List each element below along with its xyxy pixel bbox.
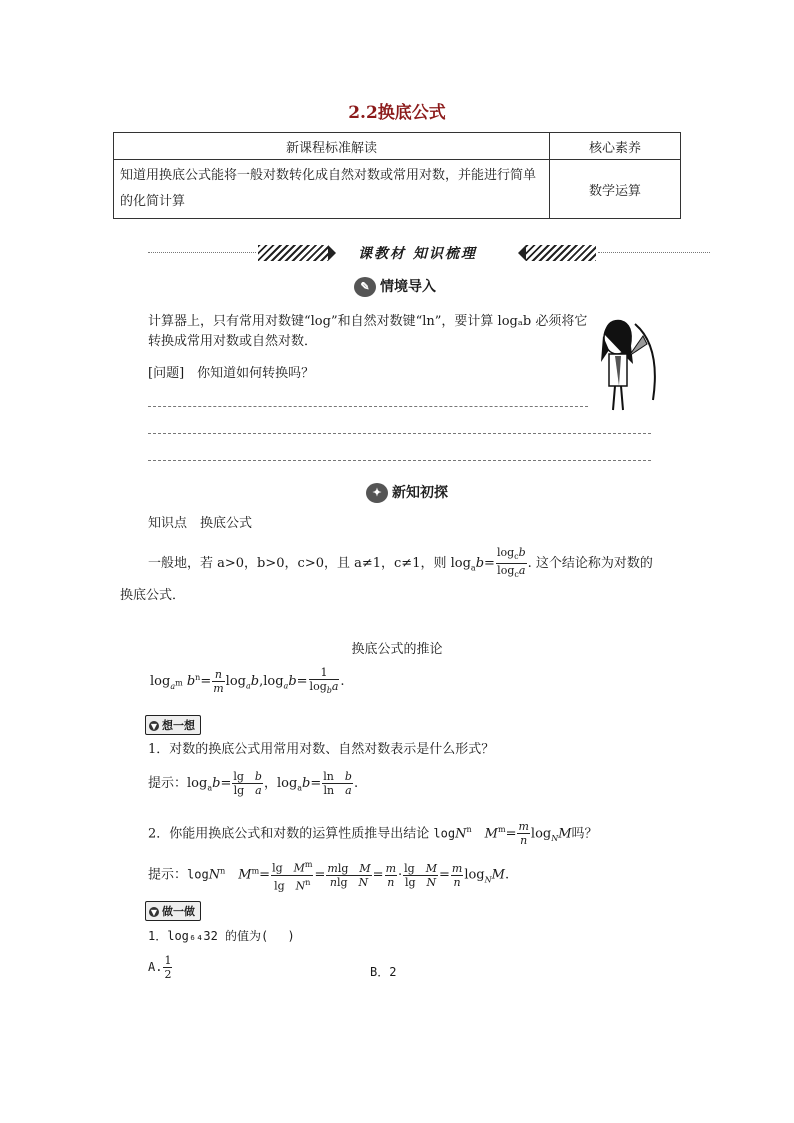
- situation-question: [148, 364, 314, 384]
- think-question-2-end: 吗？: [571, 826, 598, 842]
- change-of-base-statement: [148, 546, 688, 581]
- banner-title: 课教材 知识梳理: [358, 246, 477, 262]
- answer-line-2: [148, 433, 651, 434]
- do-question-1: 1．log₆₄32 的值为( ): [148, 929, 295, 943]
- arrow-left-icon: [518, 245, 526, 261]
- knowledge-title: 知识点 换底公式: [148, 516, 253, 531]
- arrow-right-icon: [328, 245, 336, 261]
- do-tag-text: 做一做: [162, 905, 195, 918]
- corollary-title: 换底公式的推论: [351, 642, 443, 657]
- banner-dashes-right: [598, 252, 710, 253]
- think-hint-1: 提示：$\log_ab=$ $\frac{\text{lg b}}{\text{lg a}}$ ，$\log_ab=$ $\frac{\text{ln b}}{\text{ln a}}$ .: [148, 770, 359, 797]
- arrow-down-icon: ▼: [150, 721, 158, 731]
- formula-main: $\log_ab=$ $\frac{\log_cb}{\log_ca}$: [450, 546, 526, 580]
- banner-stripe-right: [526, 245, 596, 261]
- situation-heading-text: 情境导入: [380, 279, 436, 295]
- think-question-2: 2．你能用换底公式和对数的运算性质推导出结论 logN$^n$ $M^m=$ $\frac{m}{n}$ $\log_NM$吗？: [148, 820, 598, 848]
- arrow-down-icon: ▼: [150, 907, 158, 917]
- answer-line-3: [148, 460, 651, 461]
- hint-label-1: 提示：: [148, 776, 188, 791]
- table-cell-standard: 知道用换底公式能将一般对数转化成自然对数或常用对数，并能进行简单的化简计算: [114, 160, 550, 219]
- corollary-formula: $\log_{a^m} b^n=$ $\frac{n}{m}$ $\log_ab,\log_ab=$ $\frac{1}{\log_ba}$ .: [150, 666, 345, 696]
- table-header-standard: 新课程标准解读: [114, 133, 550, 160]
- standards-table: [113, 132, 681, 219]
- situation-heading: [354, 276, 436, 298]
- option-b: B．2: [370, 965, 397, 979]
- statement-end: 换底公式．: [120, 588, 186, 603]
- table-cell-core: 数学运算: [550, 160, 681, 219]
- page-title: 2.2换底公式: [348, 103, 446, 123]
- banner-dashes-left: [148, 252, 256, 253]
- situation-paragraph: 计算器上，只有常用对数键“log”和自然对数键“ln”，要计算 logₐb 必须将它转换成常用对数或自然对数．: [148, 314, 588, 349]
- think-tag-text: 想一想: [162, 719, 195, 732]
- question-label: [问题]: [148, 366, 185, 381]
- option-a-label: A.: [148, 960, 163, 974]
- statement-suffix: . 这个结论称为对数的: [527, 556, 653, 572]
- answer-line-1: [148, 406, 588, 407]
- option-a: A. $\frac{1}{2}$: [148, 954, 172, 981]
- student-illustration: [595, 316, 665, 416]
- think-tag: [145, 714, 201, 735]
- think-question-1: 1．对数的换底公式用常用对数、自然对数表示是什么形式？: [148, 742, 495, 757]
- section-banner: [148, 244, 710, 262]
- pen-icon: ✎: [354, 277, 376, 297]
- hint-label-2: 提示：: [148, 867, 188, 883]
- think-hint-2: 提示：logN$^n$ $M^m=$ $\frac{\lg M^m}{\lg N^n}$ = $\frac{\text{mlg M}}{\text{nlg N}}$ = $\frac{m}{n}$ · $\frac{\text{lg M}}{\text{lg N}}$ = $\frac{m}{n}$ $\log_NM$.: [148, 860, 510, 893]
- banner-stripe-left: [258, 245, 328, 261]
- new-knowledge-heading: [366, 482, 448, 504]
- table-header-core: 核心素养: [550, 133, 681, 160]
- do-tag: [145, 900, 201, 921]
- question-text: 你知道如何转换吗？: [197, 366, 315, 381]
- think-question-2-text: 2．你能用换底公式和对数的运算性质推导出结论: [148, 826, 430, 842]
- statement-prefix: 一般地，若 a>0，b>0，c>0，且 a≠1，c≠1，则: [148, 556, 447, 572]
- new-knowledge-heading-text: 新知初探: [392, 485, 448, 501]
- bulb-icon: ✦: [366, 483, 388, 503]
